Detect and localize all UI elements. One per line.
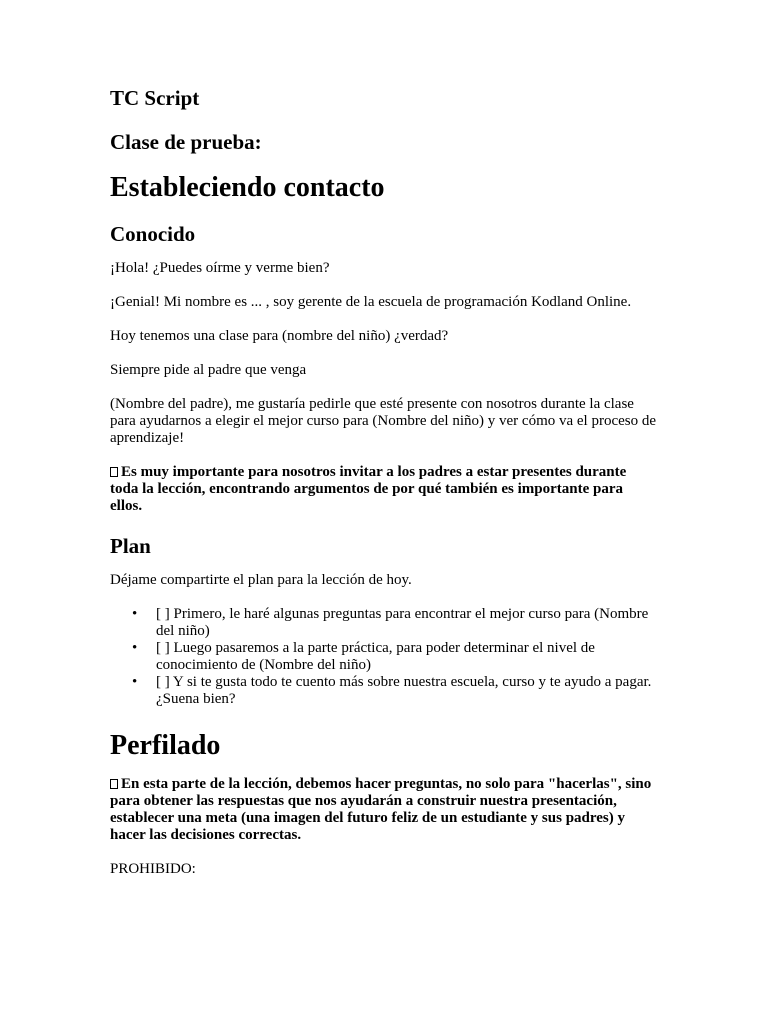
paragraph-greeting: ¡Hola! ¿Puedes oírme y verme bien? bbox=[110, 260, 330, 276]
bullet-icon: • bbox=[132, 640, 138, 656]
section-heading-perfilado: Perfilado bbox=[110, 730, 221, 761]
list-item bbox=[110, 606, 658, 640]
list-item-text: [ ] Primero, le haré algunas preguntas para encontrar el mejor curso para (Nombre del niño) bbox=[156, 606, 649, 639]
paragraph-introduction: ¡Genial! Mi nombre es ... , soy gerente de la escuela de programación Kodland Online. bbox=[110, 294, 632, 310]
paragraph-parent-invitation: (Nombre del padre), me gustaría pedirle que esté presente con nosotros durante la clase para ayudarnos a elegir el mejor curso para (Nombre del niño) y ver cómo va el proceso de aprendizaje! bbox=[110, 396, 657, 446]
important-note-text: En esta parte de la lección, debemos hacer preguntas, no solo para "hacerlas", sino para obtener las respuestas que nos ayudarán a construir nuestra presentación, establecer una meta (una imagen del futuro feliz de un estudiante y sus padres) y hacer las decisiones correctas. bbox=[110, 776, 652, 843]
list-item bbox=[110, 674, 658, 708]
label-prohibido: PROHIBIDO: bbox=[110, 861, 196, 877]
list-item-text: [ ] Luego pasaremos a la parte práctica, para poder determinar el nivel de conocimiento de (Nombre del niño) bbox=[156, 640, 595, 673]
box-icon bbox=[110, 467, 118, 477]
section-heading-establishing-contact: Estableciendo contacto bbox=[110, 172, 385, 203]
subsection-heading-plan: Plan bbox=[110, 534, 151, 558]
document-subtitle: Clase de prueba: bbox=[110, 130, 262, 154]
box-icon bbox=[110, 779, 118, 789]
important-note-parents bbox=[110, 464, 658, 515]
bullet-icon: • bbox=[132, 606, 138, 622]
bullet-icon: • bbox=[132, 674, 138, 690]
important-note-profiling bbox=[110, 776, 658, 844]
list-item bbox=[110, 640, 658, 674]
subsection-heading-conocido: Conocido bbox=[110, 222, 196, 246]
document-title: TC Script bbox=[110, 86, 200, 110]
important-note-text: Es muy importante para nosotros invitar a los padres a estar presentes durante toda la lección, encontrando argumentos de por qué también es importante para ellos. bbox=[110, 464, 627, 514]
paragraph-parent-instruction: Siempre pide al padre que venga bbox=[110, 362, 307, 378]
paragraph-plan-intro: Déjame compartirte el plan para la lección de hoy. bbox=[110, 572, 412, 588]
paragraph-class-confirmation: Hoy tenemos una clase para (nombre del niño) ¿verdad? bbox=[110, 328, 449, 344]
list-item-text: [ ] Y si te gusta todo te cuento más sobre nuestra escuela, curso y te ayudo a pagar. ¿Suena bien? bbox=[156, 674, 652, 707]
plan-list bbox=[110, 606, 658, 708]
document-page bbox=[110, 84, 658, 895]
